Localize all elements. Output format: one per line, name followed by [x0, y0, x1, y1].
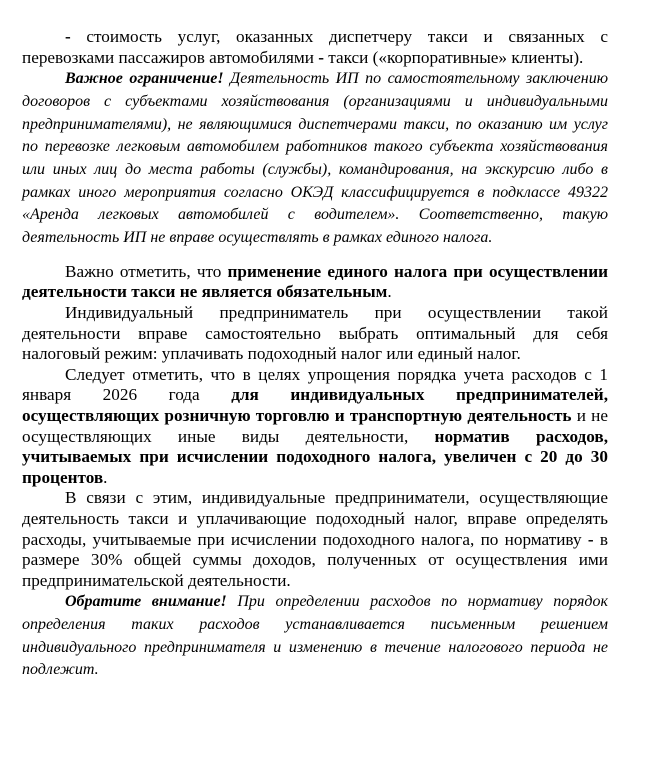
- bold-emphasis: для индивидуальных предпринимателей, осуществляющих розничную торговлю и транспортную деятельность: [22, 385, 608, 425]
- paragraph-text: В связи с этим, индивидуальные предприниматели, осуществляющие деятельность такси и уплачивающие подоходный налог, вправе определять расходы, учитываемые при исчислении подоходного налога, по нормативу: [22, 488, 608, 549]
- paragraph-text: .: [387, 282, 392, 302]
- important-restriction-heading: Важное ограничение!: [65, 70, 224, 88]
- paragraph-text: Важно отметить, что: [65, 261, 228, 281]
- dash-mark: -: [65, 27, 71, 46]
- paragraph-important-restriction: [22, 68, 608, 250]
- dash-mark: -: [587, 529, 594, 549]
- paragraph-text: и не осуществляющих иные виды деятельности,: [22, 405, 608, 446]
- paragraph-corporate-clients: [22, 27, 608, 68]
- paragraph-text: Индивидуальный предприниматель при осуществлении такой деятельности вправе самостоятельно выбрать оптимальный для себя налоговый режим: уплачивать подоходный налог или единый налог.: [22, 303, 608, 364]
- paragraph-text: .: [103, 467, 108, 487]
- paragraph-expense-norm-increase: [22, 365, 608, 489]
- attention-heading: Обратите внимание!: [65, 593, 227, 611]
- paragraph-text: стоимость услуг, оказанных диспетчеру такси и связанных с перевозками пассажиров автомобилями: [22, 27, 608, 67]
- document-page: [22, 27, 608, 682]
- paragraph-attention-note: [22, 591, 608, 682]
- bold-emphasis: норматив расходов, учитываемых при исчислении подоходного налога, увеличен с 20 до 30 процентов: [22, 426, 608, 487]
- paragraph-text: Деятельность ИП по самостоятельному заключению договоров с субъектами хозяйствования (организациями и индивидуальными предпринимателями), не являющимися диспетчерами такси, по оказанию им услуг по перевозке легковым автомобилем работников такого субъекта хозяйствования или иных лиц до места работы (службы), командирования, на экскурсию либо в рамках иного мероприятия согласно ОКЭД классифицируется в подклассе 49322 «Аренда легковых автомобилей с водителем». Соответственно, такую деятельность ИП не вправе осуществлять в рамках единого налога.: [22, 70, 609, 247]
- dash-mark: -: [318, 47, 324, 67]
- paragraph-single-tax-optional: [22, 262, 608, 303]
- paragraph-text: Следует отметить, что в целях упрощения порядка учета расходов с 1 января 2026 года: [22, 364, 608, 405]
- paragraph-text: в размере 30% общей суммы доходов, полученных от осуществления ими предпринимательской деятельности.: [22, 529, 608, 590]
- paragraph-taxi-expense-norm: [22, 488, 608, 591]
- paragraph-tax-regime-choice: [22, 303, 608, 365]
- paragraph-text: такси («корпоративные» клиенты).: [323, 47, 584, 67]
- bold-emphasis: применение единого налога при осуществлении деятельности такси не является обязательным: [22, 261, 608, 302]
- paragraph-text: При определении расходов по нормативу порядок определения таких расходов устанавливается письменным решением индивидуального предпринимателя и изменению в течение налогового периода не подлежит.: [22, 593, 608, 679]
